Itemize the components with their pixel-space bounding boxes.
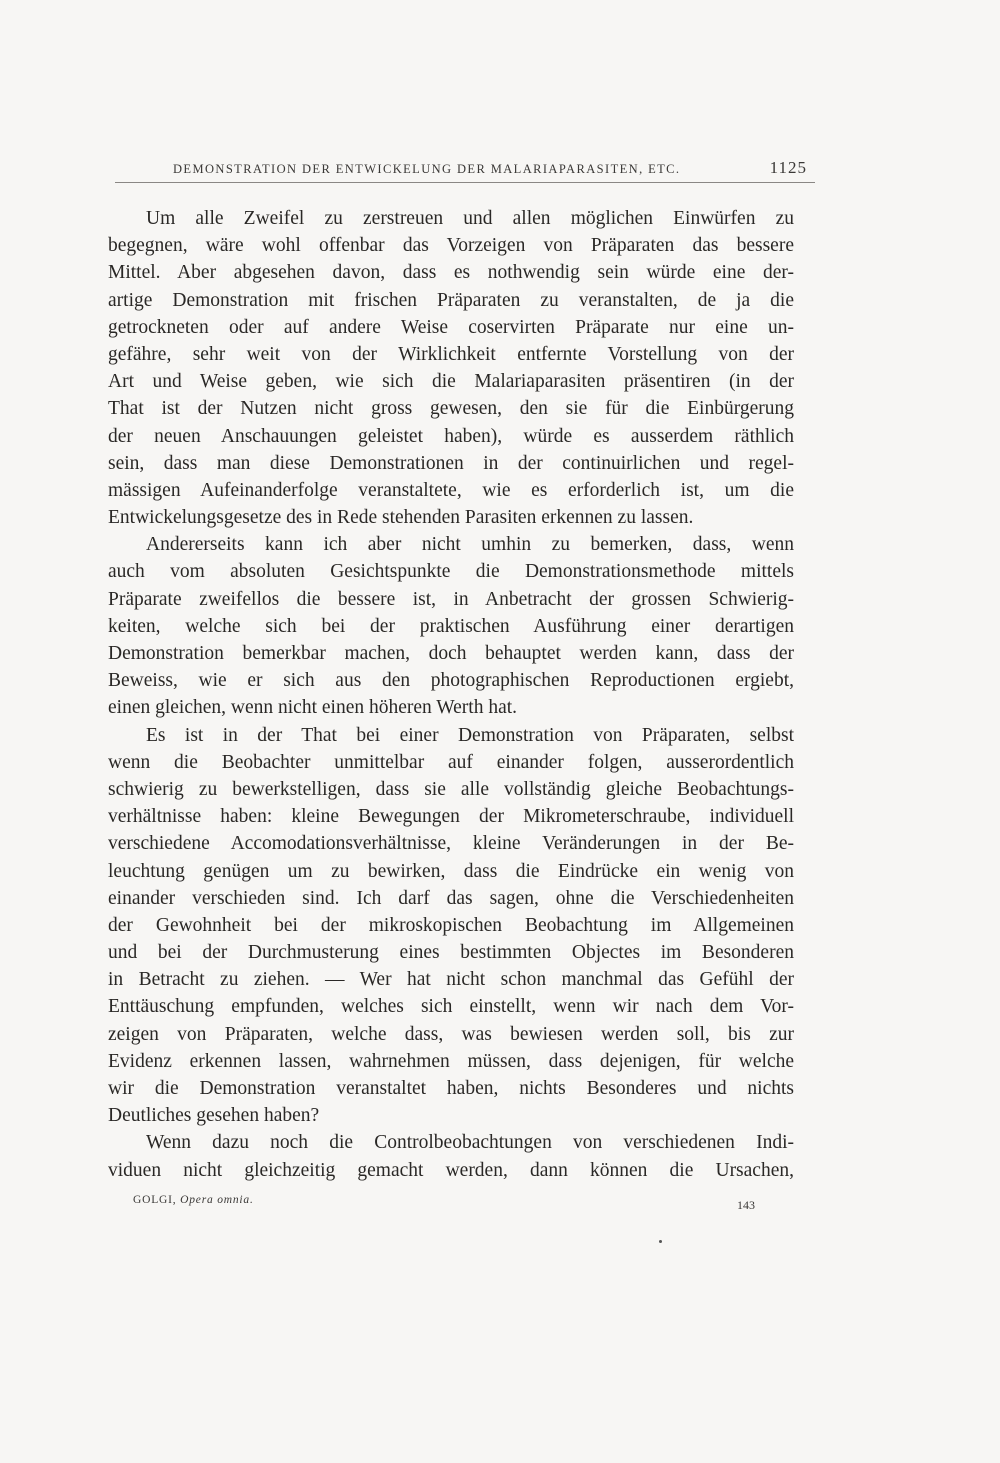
- text-line: der neuen Anschauungen geleistet haben), würde es ausserdem räthlich: [108, 425, 794, 447]
- text-line: Präparate zweifellos die bessere ist, in Anbetracht der grossen Schwierig-: [108, 588, 794, 610]
- text-line: zeigen von Präparaten, welche dass, was bewiesen werden soll, bis zur: [108, 1023, 794, 1045]
- text-line: begegnen, wäre wohl offenbar das Vorzeigen von Präparaten das bessere: [108, 235, 794, 257]
- running-head: [115, 158, 815, 183]
- text-line: mässigen Aufeinanderfolge veranstaltete, wie es erforderlich ist, um die: [108, 479, 794, 501]
- text-line: Deutliches gesehen haben?: [108, 1105, 320, 1127]
- text-line: einander verschieden sind. Ich darf das sagen, ohne die Verschiedenheiten: [108, 887, 794, 909]
- text-line: That ist der Nutzen nicht gross gewesen, den sie für die Einbürgerung: [108, 398, 794, 420]
- page-number: 1125: [769, 158, 807, 177]
- footer-work: Opera omnia.: [180, 1194, 254, 1206]
- running-title: DEMONSTRATION DER ENTWICKELUNG DER MALARIAPARASITEN, ETC.: [173, 162, 681, 176]
- text-line: wir die Demonstration veranstaltet haben, nichts Besonderes und nichts: [108, 1078, 794, 1099]
- text-line: Demonstration bemerkbar machen, doch behauptet werden kann, dass der: [108, 643, 794, 664]
- footer-author: GOLGI,: [133, 1194, 177, 1206]
- signature-mark: 143: [737, 1198, 755, 1212]
- text-line: verschiedene Accomodationsverhältnisse, kleine Veränderungen in der Be-: [108, 833, 794, 855]
- text-line: verhältnisse haben: kleine Bewegungen der Mikrometerschraube, individuell: [108, 806, 794, 828]
- text-line: artige Demonstration mit frischen Präparaten zu veranstalten, de ja die: [108, 289, 794, 311]
- text-line: auch vom absoluten Gesichtspunkte die Demonstrationsmethode mittels: [108, 561, 794, 583]
- body-text: [108, 205, 794, 1184]
- footer-citation: [133, 1194, 254, 1206]
- text-line: der Gewohnheit bei der mikroskopischen Beobachtung im Allgemeinen: [108, 914, 794, 936]
- text-line: und bei der Durchmusterung eines bestimmten Objectes im Besonderen: [108, 942, 794, 964]
- text-line: sein, dass man diese Demonstrationen in der continuirlichen und regel-: [108, 452, 794, 474]
- text-line: leuchtung genügen um zu bewirken, dass die Eindrücke ein wenig von: [108, 860, 794, 882]
- text-line: viduen nicht gleichzeitig gemacht werden, dann können die Ursachen,: [108, 1159, 794, 1181]
- text-line: Mittel. Aber abgesehen davon, dass es nothwendig sein würde eine der-: [108, 262, 794, 284]
- text-line: Um alle Zweifel zu zerstreuen und allen möglichen Einwürfen zu: [146, 208, 794, 229]
- ink-speck: [659, 1240, 662, 1243]
- text-line: einen gleichen, wenn nicht einen höheren Werth hat.: [108, 697, 518, 719]
- text-line: schwierig zu bewerkstelligen, dass sie alle vollständig gleiche Beobachtungs-: [108, 778, 794, 800]
- text-line: keiten, welche sich bei der praktischen Ausführung einer derartigen: [108, 615, 794, 637]
- text-line: Es ist in der That bei einer Demonstration von Präparaten, selbst: [146, 724, 794, 746]
- text-line: Evidenz erkennen lassen, wahrnehmen müssen, dass dejenigen, für welche: [108, 1050, 794, 1072]
- text-line: gefähre, sehr weit von der Wirklichkeit entfernte Vorstellung von der: [108, 343, 794, 365]
- text-line: Enttäuschung empfunden, welches sich einstellt, wenn wir nach dem Vor-: [108, 996, 794, 1018]
- text-line: getrockneten oder auf andere Weise coservirten Präparate nur eine un-: [108, 316, 794, 338]
- text-line: Entwickelungsgesetze des in Rede stehenden Parasiten erkennen zu lassen.: [108, 507, 694, 529]
- text-line: Wenn dazu noch die Controlbeobachtungen von verschiedenen Indi-: [146, 1132, 794, 1154]
- text-line: Art und Weise geben, wie sich die Malariaparasiten präsentiren (in der: [108, 371, 794, 393]
- text-line: Beweiss, wie er sich aus den photographischen Reproductionen ergiebt,: [108, 670, 794, 692]
- text-line: in Betracht zu ziehen. — Wer hat nicht schon manchmal das Gefühl der: [108, 969, 794, 991]
- text-line: Andererseits kann ich aber nicht umhin zu bemerken, dass, wenn: [146, 534, 794, 556]
- text-line: wenn die Beobachter unmittelbar auf einander folgen, ausserordentlich: [108, 751, 794, 773]
